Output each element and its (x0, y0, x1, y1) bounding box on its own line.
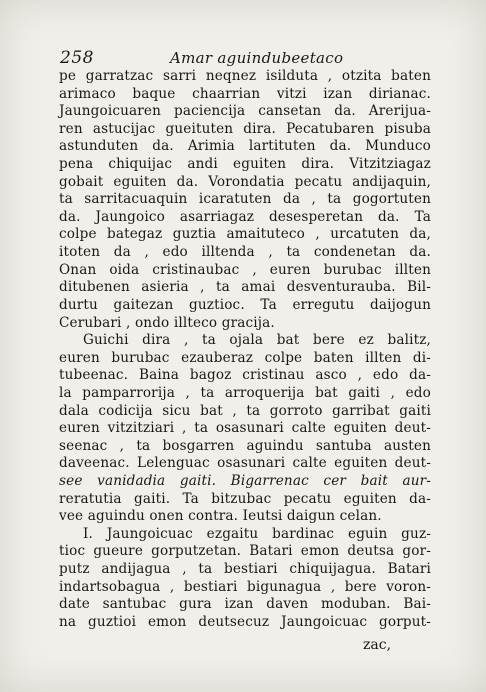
text-line: putz andijagua , ta bestiari chiquijagua. Batari (59, 561, 431, 578)
paragraph-first-line: I. Jaungoicuac ezgaitu bardinac eguin guz- (83, 525, 431, 542)
text-line: ta sarritacuaquin icaratuten da , ta gogortuten (59, 191, 431, 208)
text-line: da. Jaungoico asarriagaz desesperetan da. Ta (59, 208, 431, 225)
text-line: tubeenac. Baina bagoz cristinau asco , edo da- (59, 367, 431, 384)
text-line: pe garratzac sarri neqnez isilduta , otzita baten (59, 68, 431, 84)
text-line: colpe bategaz guztia amaituteco , urcatuten da, (59, 226, 431, 243)
text-line: na guztioi emon deutsecuz Jaungoicuac gorput- (59, 613, 431, 630)
text-line: ditubenen asieria , ta amai desventurauba. Bil- (59, 279, 431, 296)
text-line: itoten da , edo illtenda , ta condenetan da. (59, 244, 431, 261)
text-line: Onan oida cristinaubac , euren burubac illten (59, 261, 431, 278)
text-line: la pamparrorija , ta arroquerija bat gaiti , edo (59, 384, 431, 401)
text-line: dala codicija sicu bat , ta gorroto garribat gaiti (59, 402, 431, 419)
text-line: tioc gueure gorputzetan. Batari emon deutsa gor- (59, 543, 431, 560)
text-line: ren astucijac gueituten dira. Pecatubaren pisuba (59, 120, 431, 137)
catchword: zac, (363, 637, 392, 653)
text-line: daveenac. Lelenguac osasunari calte eguiten deut- (59, 455, 431, 472)
page-number: 258 (60, 48, 94, 68)
text-line: euren vitzitziari , ta osasunari calte eguiten deut- (59, 420, 431, 437)
text-line: Jaungoicuaren paciencija cansetan da. Arerijua- (59, 103, 431, 120)
italic-text-line: see vanidadia gaiti. Bigarrenac cer bait aur- (59, 473, 431, 490)
text-line: durtu gaitezan guztioc. Ta erregutu daijogun (59, 296, 431, 313)
text-line: date santubac gura izan daven moduban. Bai- (59, 596, 431, 613)
text-line: arimaco baque chaarrian vitzi izan dirianac. (59, 85, 431, 102)
paragraph-end-line: Cerubari , ondo illteco gracija. (59, 314, 275, 331)
text-line: gobait eguiten da. Vorondatia pecatu andijaquin, (59, 173, 431, 190)
text-line: euren burubac ezauberaz colpe baten illten di- (59, 349, 431, 366)
text-line: pena chiquijac andi eguiten dira. Vitzitziagaz (59, 156, 431, 173)
body-text (59, 68, 431, 632)
text-line: seenac , ta bosgarren aguindu santuba austen (59, 437, 431, 454)
text-line: reratutia gaiti. Ta bitzubac pecatu eguiten da- (59, 490, 431, 507)
page-header (60, 48, 420, 68)
paragraph-first-line: Guichi dira , ta ojala bat bere ez balitz, (83, 332, 431, 349)
text-line: astunduten da. Arimia lartituten da. Munduco (59, 138, 431, 155)
text-line: indartsobagua , bestiari bigunagua , bere voron- (59, 578, 431, 595)
running-title: Amar aguindubeetaco (170, 49, 344, 67)
paragraph-end-line: vee aguindu onen contra. Ieutsi daigun celan. (59, 508, 382, 525)
